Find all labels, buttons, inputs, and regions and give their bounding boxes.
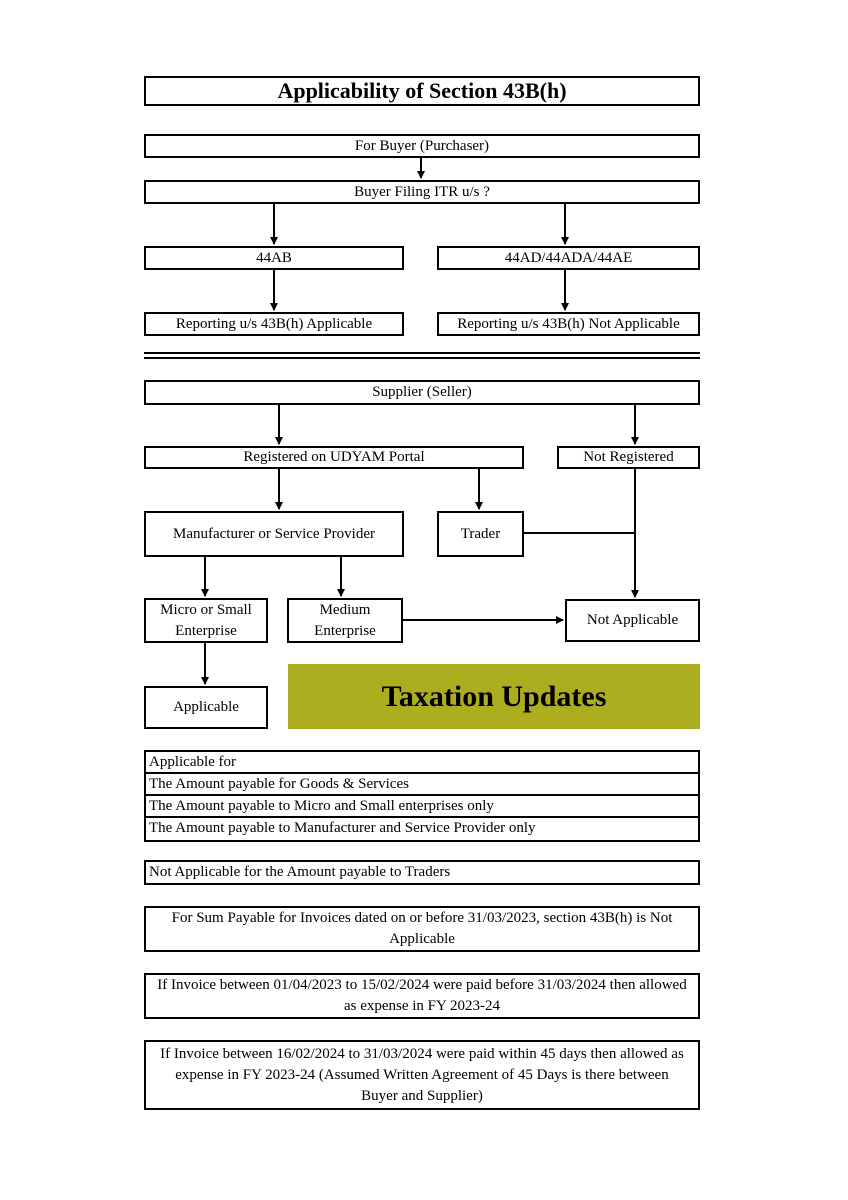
note-before-2023: For Sum Payable for Invoices dated on or before 31/03/2023, section 43B(h) is Not Applicable (144, 906, 700, 952)
medium-enterprise: Medium Enterprise (287, 598, 403, 643)
not-applicable-traders-note: Not Applicable for the Amount payable to Traders (144, 860, 700, 885)
applicable-box: Applicable (144, 686, 268, 729)
section-divider-bottom (144, 357, 700, 359)
list-item: Applicable for (146, 752, 698, 774)
option-44ab: 44AB (144, 246, 404, 270)
section-divider-top (144, 352, 700, 354)
supplier-header: Supplier (Seller) (144, 380, 700, 405)
manufacturer-or-service-provider: Manufacturer or Service Provider (144, 511, 404, 557)
applicable-list (144, 750, 700, 842)
note-45-days: If Invoice between 16/02/2024 to 31/03/2024 were paid within 45 days then allowed as expense in FY 2023-24 (Assumed Written Agreement of 45 Days is there between Buyer and Supplier) (144, 1040, 700, 1110)
list-item: The Amount payable to Micro and Small enterprises only (146, 796, 698, 818)
not-registered: Not Registered (557, 446, 700, 469)
result-reporting-not-applicable: Reporting u/s 43B(h) Not Applicable (437, 312, 700, 336)
result-reporting-applicable: Reporting u/s 43B(h) Applicable (144, 312, 404, 336)
buyer-header: For Buyer (Purchaser) (144, 134, 700, 158)
list-item: The Amount payable to Manufacturer and Service Provider only (149, 820, 536, 836)
note-fy-2023-24: If Invoice between 01/04/2023 to 15/02/2024 were paid before 31/03/2024 then allowed as expense in FY 2023-24 (144, 973, 700, 1019)
list-item: The Amount payable for Goods & Services (146, 774, 698, 796)
registered-udyam: Registered on UDYAM Portal (144, 446, 524, 469)
buyer-question: Buyer Filing ITR u/s ? (144, 180, 700, 204)
trader: Trader (437, 511, 524, 557)
not-applicable-box: Not Applicable (565, 599, 700, 642)
page-title: Applicability of Section 43B(h) (144, 76, 700, 106)
option-44ad-44ada-44ae: 44AD/44ADA/44AE (437, 246, 700, 270)
micro-or-small-enterprise: Micro or Small Enterprise (144, 598, 268, 643)
taxation-updates-banner: Taxation Updates (288, 664, 700, 729)
